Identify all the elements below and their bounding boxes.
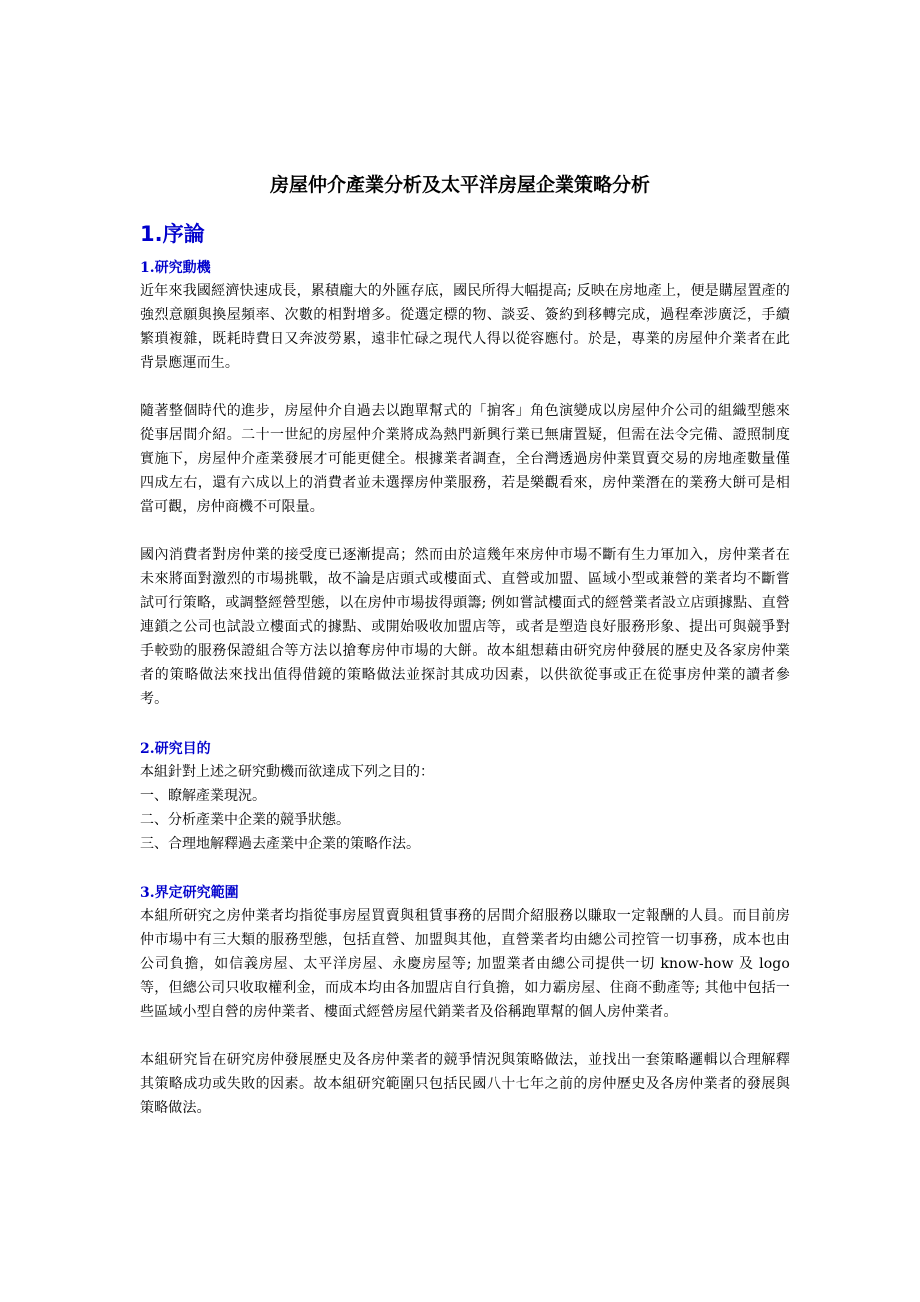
list-item: 一、瞭解產業現況。 [140, 788, 266, 804]
list-item: 三、合理地解釋過去產業中企業的策略作法。 [140, 836, 420, 852]
paragraph: 隨著整個時代的進步，房屋仲介自過去以跑單幫式的「掮客」角色演變成以房屋仲介公司的組織型態來從事居間介紹。二十一世紀的房屋仲介業將成為熱門新興行業已無庸置疑，但需在法令完備、證照制度實施下，房屋仲介產業發展才可能更健全。根據業者調查，全台灣透過房仲業買賣交易的房地產數量僅四成左右，還有六成以上的消費者並未選擇房仲業服務，若是樂觀看來，房仲業潛在的業務大餅可是相當可觀，房仲商機不可限量。 [140, 403, 790, 515]
section-scope [140, 882, 790, 1120]
section-heading-scope: 3.界定研究範圍 [140, 885, 239, 901]
paragraph: 本組所研究之房仲業者均指從事房屋買賣與租賃事務的居間介紹服務以賺取一定報酬的人員。而目前房仲市場中有三大類的服務型態，包括直營、加盟與其他，直營業者均由總公司控管一切事務，成本也由公司負擔，如信義房屋、太平洋房屋、永慶房屋等; 加盟業者由總公司提供一切 know-how 及 logo 等，但總公司只收取權利金，而成本均由各加盟店自行負擔，如力霸房屋、住商不動產等; 其他中包括一些區域小型自營的房仲業者、樓面式經營房屋代銷業者及俗稱跑單幫的個人房仲業者。 [140, 908, 790, 1020]
section-heading-motivation: 1.研究動機 [140, 260, 211, 276]
section-purpose [140, 738, 790, 856]
paragraph: 近年來我國經濟快速成長，累積龐大的外匯存底，國民所得大幅提高; 反映在房地產上，便是購屋置產的強烈意願與換屋頻率、次數的相對增多。從選定標的物、談妥、簽約到移轉完成，過程牽涉廣泛，手續繁瑣複雜，既耗時費日又奔波勞累，遠非忙碌之現代人得以從容應付。於是，專業的房屋仲介業者在此背景應運而生。 [140, 283, 790, 371]
purpose-intro: 本組針對上述之研究動機而欲達成下列之目的： [140, 764, 434, 780]
document-title: 房屋仲介產業分析及太平洋房屋企業策略分析 [269, 174, 650, 196]
section-heading-purpose: 2.研究目的 [140, 741, 211, 757]
list-item: 二、分析產業中企業的競爭狀態。 [140, 812, 350, 828]
section-motivation [140, 257, 790, 711]
paragraph: 本組研究旨在研究房仲發展歷史及各房仲業者的競爭情況與策略做法，並找出一套策略邏輯以合理解釋其策略成功或失敗的因素。故本組研究範圍只包括民國八十七年之前的房仲歷史及各房仲業者的發展與策略做法。 [140, 1052, 790, 1116]
chapter-heading: 1.序論 [140, 222, 205, 246]
paragraph: 國內消費者對房仲業的接受度已逐漸提高；然而由於這幾年來房仲市場不斷有生力軍加入，房仲業者在未來將面對激烈的市場挑戰，故不論是店頭式或樓面式、直營或加盟、區域小型或兼營的業者均不斷嘗試可行策略，或調整經營型態，以在房仲市場拔得頭籌; 例如嘗試樓面式的經營業者設立店頭據點、直營連鎖之公司也試設立樓面式的據點、或開始吸收加盟店等，或者是塑造良好服務形象、提出可與競爭對手較勁的服務保證組合等方法以搶奪房仲市場的大餅。故本組想藉由研究房仲發展的歷史及各家房仲業者的策略做法來找出值得借鏡的策略做法並探討其成功因素，以供欲從事或正在從事房仲業的讀者參考。 [140, 547, 790, 707]
